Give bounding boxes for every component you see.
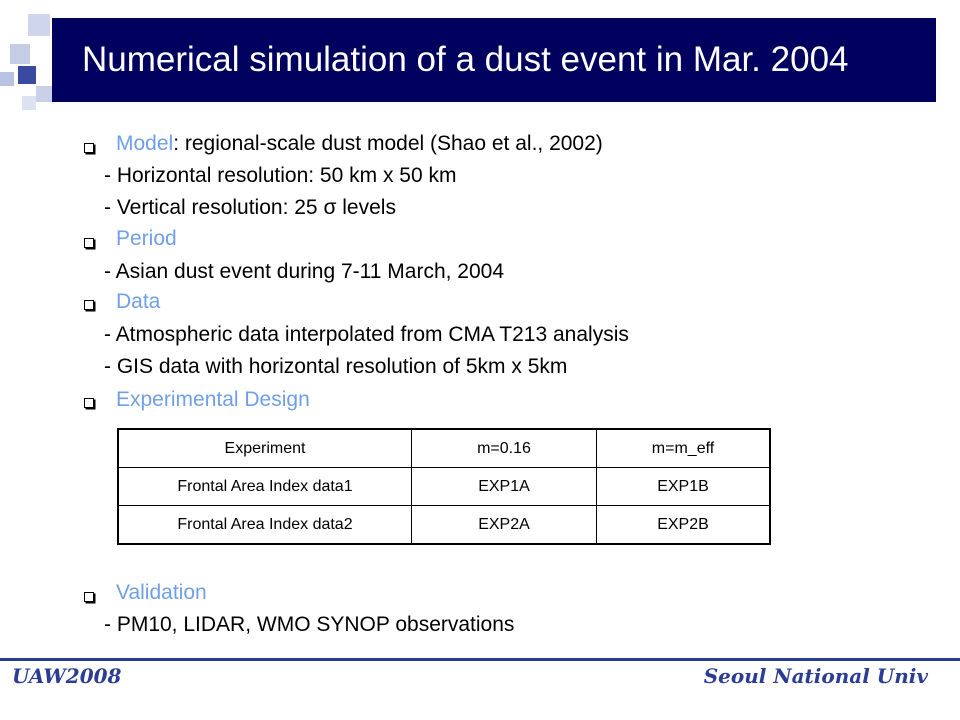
table-header-cell: Experiment (118, 429, 412, 468)
sigma-symbol: σ (323, 196, 337, 219)
footer-rule (0, 658, 960, 661)
bullet-icon (84, 300, 94, 310)
bullet-icon (84, 398, 94, 408)
slide-title: Numerical simulation of a dust event in Mar. 2004 (82, 40, 849, 79)
data-text-2: - GIS data with horizontal resolution of 5km x 5km (104, 355, 568, 378)
table-row (118, 468, 770, 506)
table-header-cell: m=m_eff (597, 429, 771, 468)
table-cell: Frontal Area Index data1 (118, 468, 412, 506)
table-cell: EXP1B (597, 468, 771, 506)
decorative-square (18, 66, 36, 84)
period-text: - Asian dust event during 7-11 March, 2004 (104, 260, 505, 283)
vertical-resolution-prefix: - Vertical resolution: 25 (104, 196, 318, 219)
horizontal-resolution-text: - Horizontal resolution: 50 km x 50 km (104, 164, 457, 187)
table-cell: EXP1A (412, 468, 597, 506)
vertical-resolution-suffix: levels (342, 196, 396, 219)
model-label: Model (116, 132, 174, 155)
bullet-icon (84, 592, 94, 602)
title-bar (52, 18, 936, 102)
decorative-square (22, 96, 36, 110)
model-text: : regional-scale dust model (Shao et al., 2002) (173, 132, 603, 155)
experiment-table (117, 428, 771, 545)
decorative-square (10, 44, 30, 64)
table-header-row (118, 429, 770, 468)
table-cell: EXP2B (597, 506, 771, 545)
validation-label: Validation (116, 581, 207, 604)
table-header-cell: m=0.16 (412, 429, 597, 468)
decorative-square (0, 72, 14, 86)
bullet-icon (84, 238, 94, 248)
design-label: Experimental Design (116, 388, 310, 411)
model-line (116, 131, 603, 157)
table-cell: EXP2A (412, 506, 597, 545)
data-label: Data (116, 290, 161, 313)
period-label: Period (116, 227, 177, 250)
validation-text: - PM10, LIDAR, WMO SYNOP observations (104, 613, 515, 636)
footer-affiliation: Seoul National Univ (703, 664, 928, 688)
table-row (118, 506, 770, 545)
decorative-square (28, 14, 50, 36)
footer-event-label: UAW2008 (12, 664, 122, 688)
vertical-resolution-line (104, 195, 396, 221)
decorative-square (36, 86, 52, 102)
bullet-icon (84, 143, 94, 153)
table-cell: Frontal Area Index data2 (118, 506, 412, 545)
data-text-1: - Atmospheric data interpolated from CMA T213 analysis (104, 323, 629, 346)
